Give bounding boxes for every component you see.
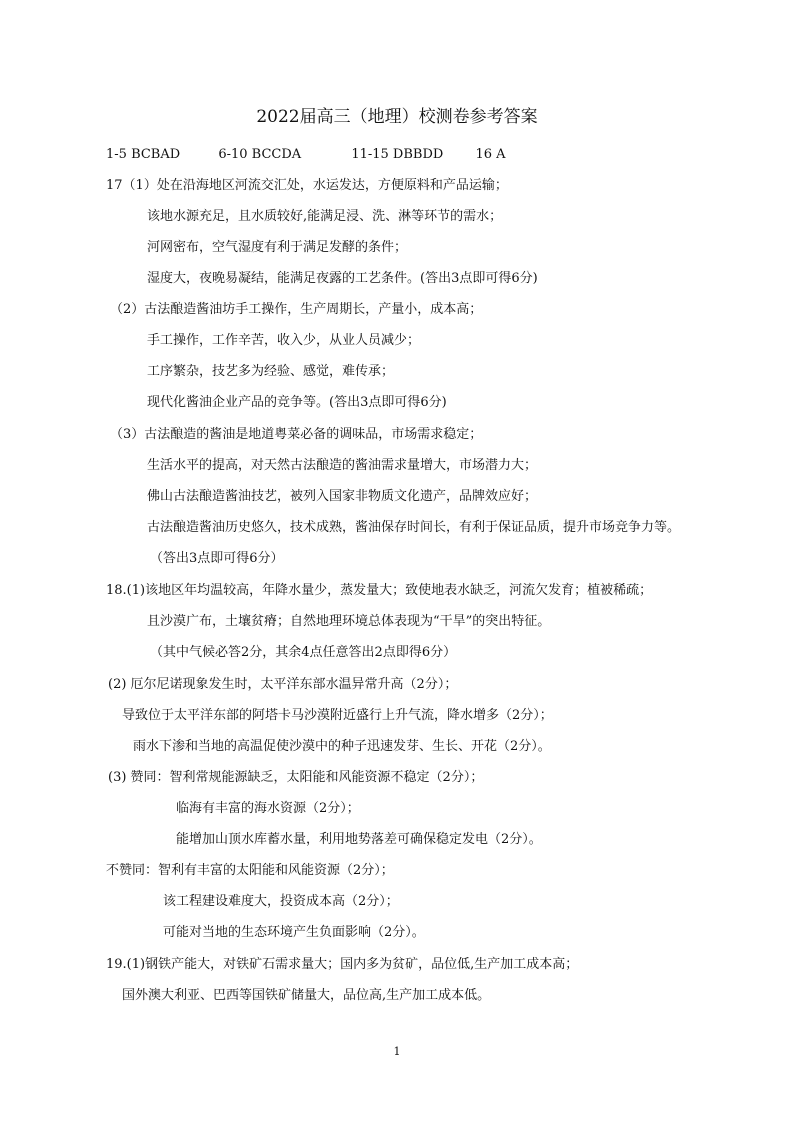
answer-line: 生活水平的提高，对天然古法酿造的酱油需求量增大，市场潜力大； bbox=[147, 458, 538, 473]
answer-line: （3）古法酿造的酱油是地道粤菜必备的调味品，市场需求稳定； bbox=[110, 427, 483, 442]
answer-line: 工序繁杂，技艺多为经验、感觉，难传承； bbox=[147, 364, 395, 379]
answer-line: 18.(1)该地区年均温较高，年降水量少，蒸发量大；致使地表水缺乏，河流欠发育；植被稀疏； bbox=[106, 583, 653, 598]
answer-line: 现代化酱油企业产品的竞争等。(答出3点即可得6分) bbox=[147, 395, 447, 410]
mcq-group-6-10: 6-10 BCCDA bbox=[218, 147, 302, 162]
page-title: 2022届高三（地理）校测卷参考答案 bbox=[256, 107, 538, 127]
answer-line: 17（1）处在沿海地区河流交汇处，水运发达，方便原料和产品运输； bbox=[106, 178, 508, 193]
page-number: 1 bbox=[393, 1045, 401, 1058]
answer-line: 导致位于太平洋东部的阿塔卡马沙漠附近盛行上升气流，降水增多（2分）； bbox=[122, 708, 553, 723]
answer-line: 河网密布，空气湿度有利于满足发酵的条件； bbox=[147, 240, 408, 255]
answer-line: 湿度大，夜晚易凝结，能满足夜露的工艺条件。(答出3点即可得6分) bbox=[147, 271, 538, 286]
answer-line: 佛山古法酿造酱油技艺，被列入国家非物质文化遗产，品牌效应好； bbox=[147, 489, 538, 504]
answer-line: 雨水下渗和当地的高温促使沙漠中的种子迅速发芽、生长、开花（2分）。 bbox=[133, 739, 551, 754]
mcq-group-11-15: 11-15 DBBDD bbox=[351, 147, 444, 162]
answer-line: 临海有丰富的海水资源（2分）； bbox=[176, 801, 360, 816]
answer-line: 该工程建设难度大，投资成本高（2分）； bbox=[163, 894, 399, 909]
answer-line: (2) 厄尔尼诺现象发生时，太平洋东部水温异常升高（2分）； bbox=[108, 677, 458, 692]
answer-line: 可能对当地的生态环境产生负面影响（2分）。 bbox=[163, 925, 425, 940]
answer-line: 不赞同：智利有丰富的太阳能和风能资源（2分）； bbox=[106, 863, 394, 878]
answer-line: 能增加山顶水库蓄水量，利用地势落差可确保稳定发电（2分）。 bbox=[176, 832, 542, 847]
answer-line: 19.(1)钢铁产能大，对铁矿石需求量大；国内多为贫矿，品位低,生产加工成本高； bbox=[106, 957, 579, 972]
mcq-group-1-5: 1-5 BCBAD bbox=[106, 147, 181, 162]
answer-line: (3) 赞同：智利常规能源缺乏，太阳能和风能资源不稳定（2分）； bbox=[108, 770, 484, 785]
answer-line: 该地水源充足，且水质较好,能满足浸、洗、淋等环节的需水； bbox=[147, 209, 503, 224]
answer-line: 古法酿造酱油历史悠久，技术成熟，酱油保存时间长，有利于保证品质，提升市场竞争力等。 bbox=[147, 520, 681, 535]
answer-line: （答出3点即可得6分） bbox=[150, 551, 284, 566]
mcq-group-16: 16 A bbox=[475, 147, 506, 162]
answer-line: 国外澳大利亚、巴西等国铁矿储量大，品位高,生产加工成本低。 bbox=[122, 988, 491, 1003]
answer-line: 且沙漠广布，土壤贫瘠；自然地理环境总体表现为“干旱”的突出特征。 bbox=[147, 614, 551, 629]
mcq-answers bbox=[106, 147, 506, 163]
answer-line: （2）古法酿造酱油坊手工操作，生产周期长，产量小，成本高； bbox=[110, 302, 483, 317]
answer-line: （其中气候必答2分，其余4点任意答出2点即得6分） bbox=[150, 645, 457, 660]
answer-line: 手工操作，工作辛苦，收入少，从业人员减少； bbox=[147, 333, 421, 348]
